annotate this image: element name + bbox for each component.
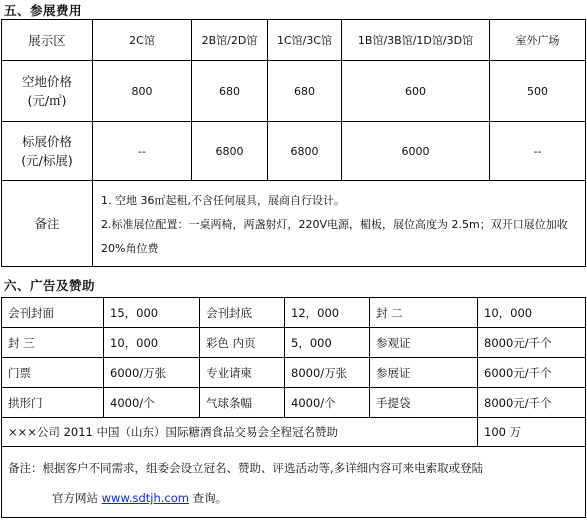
title-sponsor-label: ×××公司 2011 中国（山东）国际糖酒食品交易会全程冠名赞助 xyxy=(2,418,478,447)
ad-item: 会刊封底 xyxy=(200,298,285,328)
ad-item: 封 三 xyxy=(2,328,104,358)
ad-price: 6000/万张 xyxy=(104,358,200,388)
ad-item: 手提袋 xyxy=(370,388,478,418)
ad-item: 参展证 xyxy=(370,358,478,388)
fee-cell: 6000 xyxy=(342,122,490,181)
ad-price: 8000/万张 xyxy=(285,358,370,388)
fee-header-cell: 1C馆/3C馆 xyxy=(268,20,342,61)
ad-note-line xyxy=(8,483,577,513)
section-6-title: 六、广告及赞助 xyxy=(4,278,96,293)
fee-remark-row xyxy=(2,181,586,267)
ad-row xyxy=(2,328,586,358)
fee-header-row xyxy=(2,20,586,61)
fee-remark-label: 备注 xyxy=(2,181,93,267)
ad-item: 专业请柬 xyxy=(200,358,285,388)
title-sponsor-price: 100 万 xyxy=(478,418,586,447)
fee-row-space xyxy=(2,61,586,122)
section-5-title: 五、参展费用 xyxy=(4,3,83,18)
fee-header-cell: 室外广场 xyxy=(490,20,586,61)
ad-note-prefix: 官方网站 xyxy=(52,491,102,505)
ad-price: 8000元/千个 xyxy=(478,328,586,358)
ad-item: 气球条幅 xyxy=(200,388,285,418)
ad-price: 15，000 xyxy=(104,298,200,328)
fee-cell: -- xyxy=(93,122,192,181)
ad-note xyxy=(2,447,586,518)
ad-price: 12，000 xyxy=(285,298,370,328)
ad-item: 会刊封面 xyxy=(2,298,104,328)
ad-note-row xyxy=(2,447,586,518)
ad-price: 6000元/千个 xyxy=(478,358,586,388)
ad-price: 4000/个 xyxy=(285,388,370,418)
ad-row xyxy=(2,358,586,388)
fee-header-cell: 1B馆/3B馆/1D馆/3D馆 xyxy=(342,20,490,61)
ad-note-suffix: 查询。 xyxy=(188,491,228,505)
exhibition-fee-table xyxy=(1,19,586,267)
ad-price: 10，000 xyxy=(104,328,200,358)
title-sponsor-row xyxy=(2,418,586,447)
ad-item: 封 二 xyxy=(370,298,478,328)
ad-price: 8000元/千个 xyxy=(478,388,586,418)
ad-item: 参观证 xyxy=(370,328,478,358)
fee-cell: 800 xyxy=(93,61,192,122)
fee-header-cell: 展示区 xyxy=(2,20,93,61)
ad-price: 5，000 xyxy=(285,328,370,358)
ad-price: 10，000 xyxy=(478,298,586,328)
fee-cell: -- xyxy=(490,122,586,181)
fee-cell: 6800 xyxy=(192,122,268,181)
fee-remark-content xyxy=(93,181,586,267)
ad-row xyxy=(2,388,586,418)
ad-item: 彩色 内页 xyxy=(200,328,285,358)
fee-header-cell: 2C馆 xyxy=(93,20,192,61)
fee-row-label: 空地价格 (元/㎡) xyxy=(2,61,93,122)
fee-cell: 600 xyxy=(342,61,490,122)
fee-header-cell: 2B馆/2D馆 xyxy=(192,20,268,61)
ad-price: 4000/个 xyxy=(104,388,200,418)
fee-remark-line: 1. 空地 36㎡起租,不含任何展具，展商自行设计。 xyxy=(101,193,345,207)
website-link[interactable]: www.sdtjh.com xyxy=(101,491,189,505)
advertising-table xyxy=(1,297,586,518)
fee-cell: 680 xyxy=(192,61,268,122)
fee-cell: 6800 xyxy=(268,122,342,181)
ad-note-line: 备注：根据客户不同需求，组委会设立冠名、赞助、评选活动等,多详细内容可来电索取或登陆 xyxy=(8,461,484,475)
ad-item: 门票 xyxy=(2,358,104,388)
ad-item: 拱形门 xyxy=(2,388,104,418)
fee-cell: 680 xyxy=(268,61,342,122)
fee-row-label: 标展价格 (元/标展) xyxy=(2,122,93,181)
ad-row xyxy=(2,298,586,328)
fee-cell: 500 xyxy=(490,61,586,122)
fee-remark-line: 2.标准展位配置：一桌两椅，两盏射灯，220V电源，楣板，展位高度为 2.5m；双开口展位加收 20%角位费 xyxy=(101,217,568,255)
fee-row-booth xyxy=(2,122,586,181)
